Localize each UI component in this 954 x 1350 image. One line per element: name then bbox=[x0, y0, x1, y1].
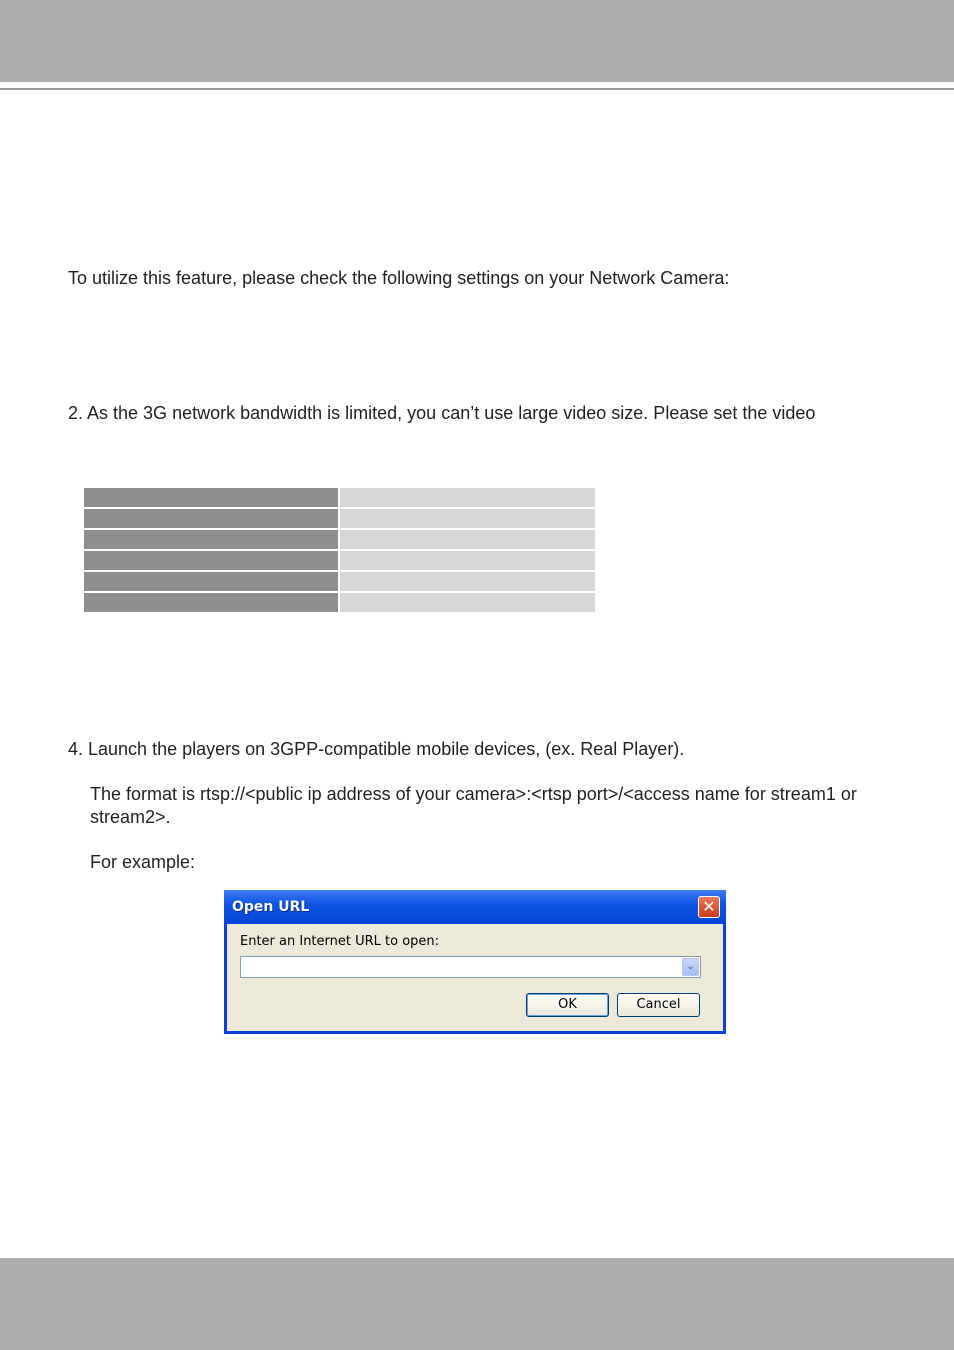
intro-paragraph: To utilize this feature, please check the following settings on your Network Camera: bbox=[68, 268, 730, 288]
dropdown-button[interactable] bbox=[682, 958, 699, 976]
example-label: For example: bbox=[90, 852, 196, 872]
dialog-body bbox=[227, 924, 723, 1031]
table-label-cell bbox=[84, 551, 338, 570]
table-label-cell bbox=[84, 530, 338, 549]
close-button[interactable] bbox=[698, 896, 720, 918]
step4-paragraph: 4. Launch the players on 3GPP-compatible mobile devices, (ex. Real Player). bbox=[68, 739, 685, 759]
table-row bbox=[84, 572, 595, 591]
table-label-cell bbox=[84, 509, 338, 528]
chevron-down-icon: ⌄ bbox=[686, 961, 695, 972]
table-value-cell bbox=[340, 551, 595, 570]
table-label-cell bbox=[84, 488, 338, 507]
footer-band bbox=[0, 1258, 954, 1350]
step2-paragraph: 2. As the 3G network bandwidth is limited, you can’t use large video size. Please set the video bbox=[68, 403, 816, 423]
url-combobox[interactable] bbox=[240, 956, 701, 978]
table-row bbox=[84, 509, 595, 528]
table-row bbox=[84, 551, 595, 570]
table-value-cell bbox=[340, 488, 595, 507]
cancel-button[interactable]: Cancel bbox=[617, 993, 700, 1017]
url-prompt-label: Enter an Internet URL to open: bbox=[240, 934, 440, 949]
table-value-cell bbox=[340, 530, 595, 549]
format-paragraph: The format is rtsp://<public ip address of your camera>:<rtsp port>/<access name for stream1 or stream2>. bbox=[90, 784, 857, 827]
table-row bbox=[84, 593, 595, 612]
open-url-dialog bbox=[224, 890, 726, 1034]
close-icon: ✕ bbox=[702, 897, 716, 916]
dialog-title: Open URL bbox=[232, 899, 310, 915]
dialog-titlebar[interactable] bbox=[224, 890, 726, 924]
header-rule bbox=[0, 88, 954, 90]
settings-table bbox=[84, 488, 595, 614]
ok-button[interactable]: OK bbox=[526, 993, 609, 1017]
table-value-cell bbox=[340, 509, 595, 528]
table-row bbox=[84, 530, 595, 549]
table-value-cell bbox=[340, 572, 595, 591]
table-label-cell bbox=[84, 572, 338, 591]
table-label-cell bbox=[84, 593, 338, 612]
table-value-cell bbox=[340, 593, 595, 612]
table-row bbox=[84, 488, 595, 507]
header-band bbox=[0, 0, 954, 82]
